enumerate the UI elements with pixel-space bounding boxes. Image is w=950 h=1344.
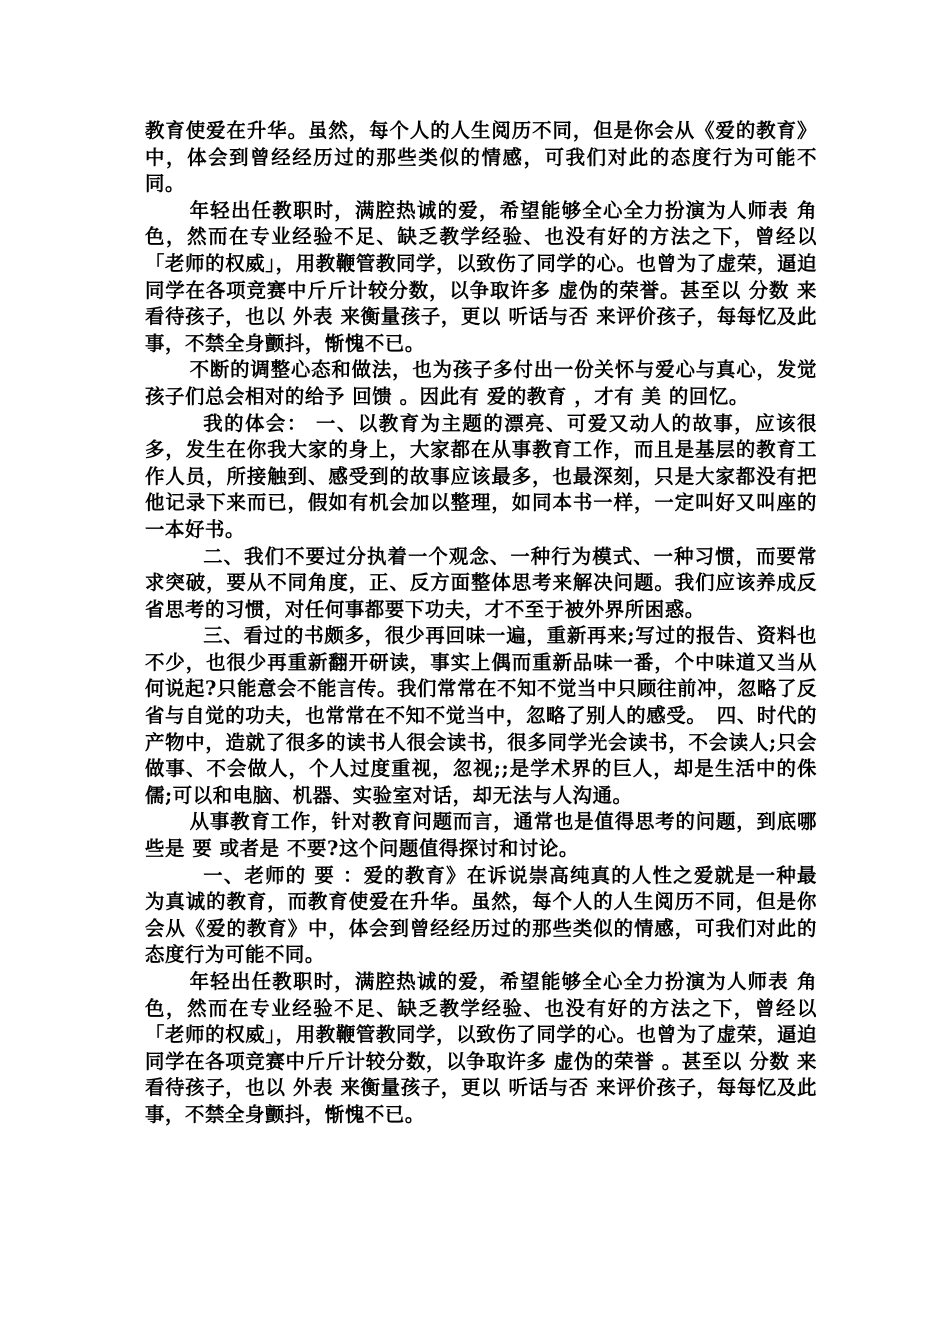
paragraph-4: 我的体会： 一、以教育为主题的漂亮、可爱又动人的故事，应该很多，发生在你我大家的身上，大家都在从事教育工作，而且是基层的教育工作人员，所接触到、感受到的故事应该最多，也最深刻，只是大家都没有把他记录下来而已，假如有机会加以整理，如同本书一样，一定叫好又叫座的一本好书。 bbox=[145, 411, 817, 541]
paragraph-6: 三、看过的书颇多，很少再回味一遍，重新再来;写过的报告、资料也不少，也很少再重新翻开研读，事实上偶而重新品味一番，个中味道又当从何说起?只能意会不能言传。我们常常在不知不觉当中只顾往前冲，忽略了反省与自觉的功夫，也常常在不知不觉当中，忽略了别人的感受。 四、时代的产物中，造就了很多的读书人很会读书，很多同学光会读书，不会读人;只会做事、不会做人，个人过度重视，忽视;;是学术界的巨人，却是生活中的侏儒;可以和电脑、机器、实验室对话，却无法与人沟通。 bbox=[145, 624, 817, 807]
paragraph-3: 不断的调整心态和做法，也为孩子多付出一份关怀与爱心与真心，发觉孩子们总会相对的给予 回馈 。因此有 爱的教育 ，才有 美 的回忆。 bbox=[145, 358, 817, 408]
document-body bbox=[145, 118, 817, 1129]
paragraph-7: 从事教育工作，针对教育问题而言，通常也是值得思考的问题，到底哪些是 要 或者是 不要?这个问题值得探讨和讨论。 bbox=[145, 810, 817, 861]
paragraph-1: 教育使爱在升华。虽然，每个人的人生阅历不同，但是你会从《爱的教育》中，体会到曾经经历过的那些类似的情感，可我们对此的态度行为可能不同。 bbox=[145, 119, 817, 196]
paragraph-9: 年轻出任教职时，满腔热诚的爱，希望能够全心全力扮演为人师表 角色，然而在专业经验不足、缺乏教学经验、也没有好的方法之下，曾经以「老师的权威」，用教鞭管教同学，以致伤了同学的心。也曾为了虚荣，逼迫同学在各项竞赛中斤斤计较分数，以争取许多 虚伪的荣誉 。甚至以 分数 来看待孩子，也以 外表 来衡量孩子，更以 听话与否 来评价孩子，每每忆及此事，不禁全身颤抖，惭愧不已。 bbox=[145, 970, 817, 1126]
paragraph-2: 年轻出任教职时，满腔热诚的爱，希望能够全心全力扮演为人师表 角色，然而在专业经验不足、缺乏教学经验、也没有好的方法之下，曾经以「老师的权威」，用教鞭管教同学，以致伤了同学的心。也曾为了虚荣，逼迫同学在各项竞赛中斤斤计较分数，以争取许多 虚伪的荣誉。甚至以 分数 来看待孩子，也以 外表 来衡量孩子，更以 听话与否 来评价孩子，每每忆及此事，不禁全身颤抖，惭愧不已。 bbox=[145, 198, 817, 355]
paragraph-5: 二、我们不要过分执着一个观念、一种行为模式、一种习惯，而要常求突破，要从不同角度，正、反方面整体思考来解决问题。我们应该养成反省思考的习惯，对任何事都要下功夫，才不至于被外界所困惑。 bbox=[145, 544, 817, 621]
paragraph-8: 一、老师的 要 ：爱的教育》在诉说崇高纯真的人性之爱就是一种最为真诚的教育，而教育使爱在升华。虽然，每个人的人生阅历不同，但是你会从《爱的教育》中，体会到曾经经历过的那些类似的情感，可我们对此的态度行为可能不同。 bbox=[145, 863, 817, 967]
